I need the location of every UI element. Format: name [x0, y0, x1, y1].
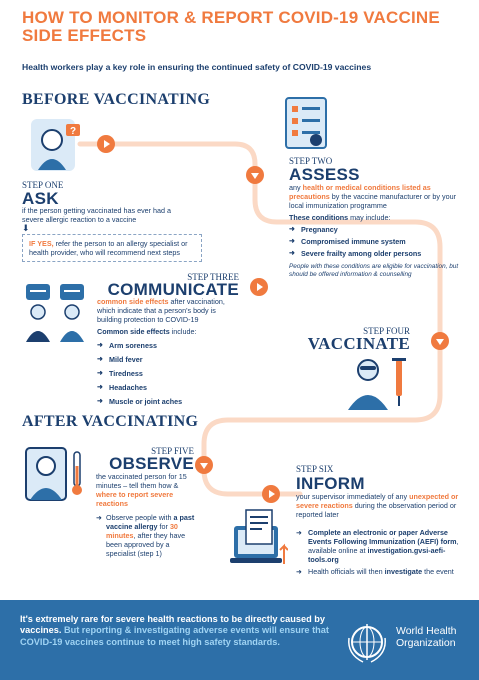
report-form-icon	[230, 508, 288, 568]
step5-text-main: the vaccinated person for 15 minutes – tell them how &	[96, 472, 187, 490]
list-item: ➜ Tiredness	[97, 367, 247, 381]
footer-text	[20, 614, 340, 648]
footer-line-a: It's extremely rare for severe health reactions to be directly caused by vaccines.	[20, 614, 325, 636]
step2-conditions-bold: These conditions	[289, 213, 349, 222]
step5-bullet-b: a past vaccine allergy	[106, 513, 195, 531]
down-arrow-icon: ⬇	[22, 223, 30, 233]
step2-note: People with these conditions are eligible for vaccination, but should be offered information & counselling	[289, 263, 459, 278]
step1-note-if: IF YES,	[29, 239, 54, 248]
aefi-link[interactable]: investigation.gvsi-aefi-tools.org	[308, 546, 446, 564]
step2-post: by the vaccine manufacturer or by your local immunization programme	[289, 192, 456, 210]
step6-highlight: unexpected or severe reactions	[296, 492, 459, 510]
list-item: ➜ Arm soreness	[97, 339, 247, 353]
arrow-right-icon: ➜	[296, 528, 303, 537]
step1-title: ASK	[22, 189, 59, 208]
arrow-right-icon: ➜	[296, 567, 303, 576]
step3-list-intro	[97, 327, 247, 336]
step5-highlight: where to report severe reactions	[96, 490, 174, 508]
step2-conditions-list	[289, 224, 459, 260]
path-arrow-6	[262, 485, 280, 503]
step4-title: VACCINATE	[307, 334, 410, 353]
step2-label: STEP TWO	[289, 156, 333, 166]
step3-list-bold: Common side effects	[97, 327, 170, 336]
who-name: World Health Organization	[396, 625, 457, 649]
page-subtitle: Health workers play a key role in ensuring the continued safety of COVID-19 vaccines	[22, 62, 372, 72]
step2-text	[289, 183, 459, 210]
vaccine-nurse-icon	[346, 354, 408, 410]
list-item: ➜ Severe frailty among older persons	[289, 248, 459, 260]
step5-text	[96, 472, 194, 508]
step3-list-rest: include:	[169, 327, 197, 336]
step3-side-effects-list	[97, 339, 247, 409]
step3-highlight: common side effects	[97, 297, 169, 306]
step1-note-text: refer the person to an allergy specialist or health provider, who will recommend next steps	[29, 239, 188, 257]
step6-text	[296, 492, 466, 519]
svg-text:?: ?	[69, 126, 77, 137]
path-arrow-5	[195, 456, 213, 474]
page-title: HOW TO MONITOR & REPORT COVID-19 VACCINE SIDE EFFECTS	[22, 8, 440, 45]
step6-text-a: your supervisor immediately of any	[296, 492, 410, 501]
list-item: ➜ Muscle or joint aches	[97, 395, 247, 409]
section-after-heading: AFTER VACCINATING	[22, 413, 199, 430]
step5-bullet-c: for	[157, 522, 170, 531]
step6-item2-c: the event	[422, 567, 454, 576]
step5-bullet-d: 30 minutes	[106, 522, 178, 540]
path-arrow-1	[97, 135, 115, 153]
person-question-icon	[30, 118, 82, 176]
step5-title: OBSERVE	[109, 454, 194, 473]
step3-text-rest: after vaccination, which indicate that a person's body is building protection to COVID-19	[97, 297, 225, 324]
step6-title: INFORM	[296, 474, 365, 493]
conversation-icon	[24, 282, 88, 344]
path-arrow-4	[431, 332, 449, 350]
step6-item2-a: Health officials will then	[308, 567, 385, 576]
step3-label: STEP THREE	[187, 272, 239, 282]
step5-bullet-a: Observe people with	[106, 513, 174, 522]
observed-person-icon	[24, 446, 86, 504]
step2-conditions-rest: may include:	[348, 213, 391, 222]
list-item: ➜ Pregnancy	[289, 224, 459, 236]
step3-text	[97, 297, 239, 324]
section-before-heading: BEFORE VACCINATING	[22, 91, 211, 108]
step2-pre: any	[289, 183, 303, 192]
step6-item2-b: investigate	[384, 567, 423, 576]
footer-line-b: But reporting & investigating adverse events will ensure that COVID-19 vaccines continue to meet high safety standards.	[20, 625, 329, 647]
step6-item-form	[296, 528, 466, 564]
step1-note	[22, 234, 202, 262]
step2-conditions-intro	[289, 213, 459, 222]
step6-item1-bold: Complete an electronic or paper Adverse Events Following Immunization (AEFI) form	[308, 528, 457, 546]
step2-title: ASSESS	[289, 165, 360, 184]
step3-title: COMMUNICATE	[107, 280, 239, 299]
step4-label: STEP FOUR	[363, 326, 410, 336]
path-arrow-2	[246, 166, 264, 184]
arrow-right-icon: ➜	[96, 513, 103, 522]
step2-highlight: health or medical conditions listed as precautions	[289, 183, 431, 201]
checklist-icon	[284, 96, 328, 150]
step5-label: STEP FIVE	[151, 446, 194, 456]
step5-bullet	[96, 513, 196, 558]
step6-item1-rest: , available online at	[308, 537, 459, 555]
who-emblem-icon	[345, 620, 389, 664]
step6-label: STEP SIX	[296, 464, 334, 474]
step1-text: if the person getting vaccinated has ever had a severe allergic reaction to a vaccine	[22, 206, 172, 224]
step6-text-b: during the observation period or reported later	[296, 501, 457, 519]
list-item: ➜ Compromised immune system	[289, 236, 459, 248]
path-arrow-3	[250, 278, 268, 296]
step5-bullet-e: , after they have been approved by a specialist (step 1)	[106, 531, 186, 558]
step6-item-investigate	[296, 567, 471, 576]
list-item: ➜ Headaches	[97, 381, 247, 395]
step1-label: STEP ONE	[22, 180, 64, 190]
list-item: ➜ Mild fever	[97, 353, 247, 367]
